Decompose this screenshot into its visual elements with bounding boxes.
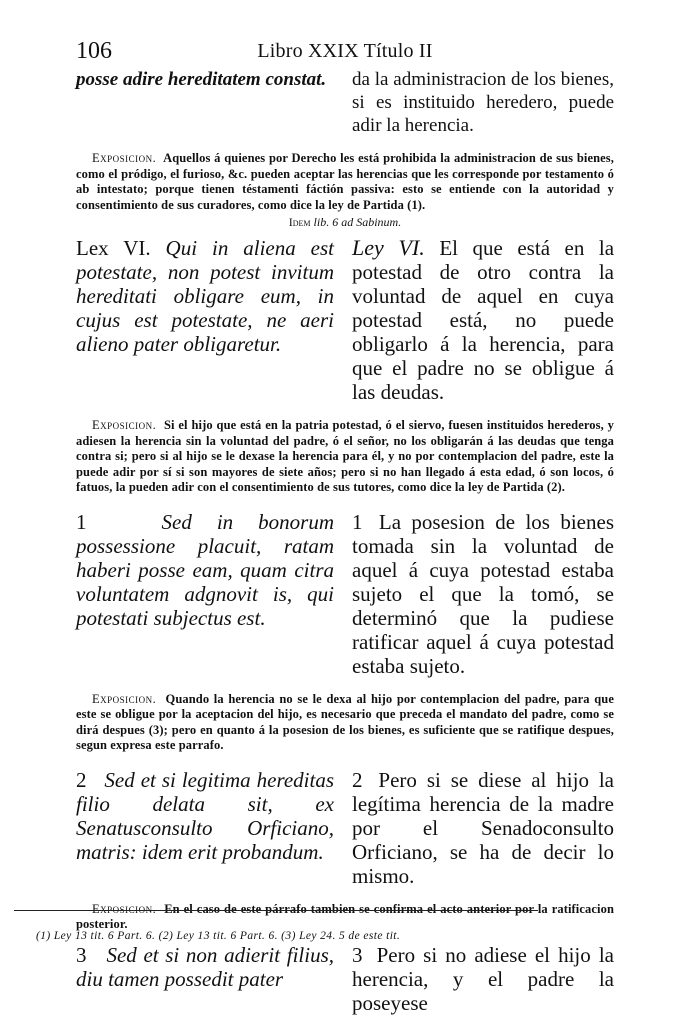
exposicion-text: En el caso de este párrafo tambien se confirma el acto anterior por la ratificacion posterior. [76,901,614,931]
section-1-spanish-text: La posesion de los bienes tomada sin la voluntad de aquel á cuya potestad estaba sujeto el que la tomó, se determinó que la pudiese ratificar aquel á cuya potestad estaba sujeto. [352,509,614,678]
footnotes: (1) Ley 13 tit. 6 Part. 6. (2) Ley 13 tit. 6 Part. 6. (3) Ley 24. 5 de este tit. [36,930,401,942]
exposicion-label: Exposicion. [92,901,157,916]
section-number: 1 [76,509,87,534]
intro-latin: posse adire hereditatem constat. [76,69,327,90]
attribution-label: Idem [288,215,311,229]
intro-paragraph [76,68,614,137]
ley-vi-spanish-text: El que está en la potestad de otro contra la voluntad de aquel en cuya potestad está, no puede obligarlo á la herencia, para que el padre no se obligue á las deudas. [352,236,615,404]
section-number: 2 [352,767,363,792]
intro-spanish: da la administracion de los bienes, si es instituido heredero, puede adir la herencia. [352,69,614,136]
page-header [76,34,614,68]
section-2-spanish-text: Pero si se diese al hijo la legítima herencia de la madre por el Senadoconsulto Orficiano, se ha de decir lo mismo. [352,767,615,888]
section-2-paragraph [76,768,614,888]
exposicion-label: Exposicion. [92,418,157,432]
section-3-spanish-text: Pero si no adiese el hijo la herencia, y el padre la poseyese [352,942,614,1015]
lex-vi-heading: Lex VI. [76,236,151,260]
section-2-latin [76,768,334,888]
source-attribution [76,215,614,230]
page [76,34,614,1015]
lex-vi-paragraph [76,236,614,404]
running-title: Libro XXIX Título II [257,40,433,62]
section-2-spanish [352,768,614,888]
section-3-paragraph [76,943,614,1015]
section-1-paragraph [76,510,614,678]
footnote-divider [14,910,538,911]
ley-vi-heading: Ley VI. [352,235,425,260]
section-1-latin-text: Sed in bonorum possessione placuit, ratam haberi posse eam, quam citra voluntatem adgnovit is, qui potestati subjectus est. [76,509,334,630]
lex-vi-spanish [352,236,614,404]
exposicion-2 [76,418,614,496]
exposicion-4 [76,902,614,933]
section-number: 2 [76,767,87,792]
section-3-latin-text: Sed et si non adierit filius, diu tamen possedit pater [76,942,334,991]
exposicion-3 [76,692,614,754]
section-number: 3 [352,942,363,967]
exposicion-text: Si el hijo que está en la patria potestad, ó el siervo, fuesen instituidos herederos, y adiesen la herencia sin la voluntad del padre, ó el señor, no los obligarán á las deudas que tenga contra si; pero si al hijo se le dexase la herencia para él, y no por contemplacion del padre, este la puede adir por sí si son mayores de siete años; pero si no han llegado á esta edad, ó son locos, ó fatuos, la pueden adir con el consentimiento de sus tutores, como dice la ley de Partida (2). [76,418,614,494]
section-1-latin [76,510,334,678]
exposicion-label: Exposicion. [92,151,157,165]
section-2-latin-text: Sed et si legitima hereditas filio delata sit, ex Senatusconsulto Orficiano, matris: idem erit probandum. [76,767,334,864]
exposicion-1 [76,151,614,213]
section-number: 1 [352,509,363,534]
exposicion-label: Exposicion. [92,691,157,706]
section-1-spanish [352,510,614,678]
exposicion-text: Quando la herencia no se le dexa al hijo por contemplacion del padre, para que este se obligue por la aceptacion del hijo, es necesario que preceda el mandato del padre, como se dirá despues (3); pero en quanto á la posesion de los bienes, es suficiente que se ratifique despues, segun expresa este parrafo. [76,691,614,752]
exposicion-text: Aquellos á quienes por Derecho les está prohibida la administracion de sus bienes, como el pródigo, el furioso, &c. pueden aceptar las herencias que les corresponde por testamento ó ab intestato; porque tienen téstamenti fáctión passiva: esto se entiende con la autoridad y consentimiento de sus curadores, como dice la ley de Partida (1). [76,151,614,212]
page-number: 106 [76,38,112,64]
section-3-latin [76,943,334,1015]
section-number: 3 [76,942,87,967]
section-3-spanish [352,943,614,1015]
attribution-text: lib. 6 ad Sabinum. [313,215,402,229]
lex-vi-latin [76,236,334,404]
lex-vi-latin-text: Qui in aliena est potestate, non potest invitum hereditati obligare eum, in cujus est potestate, ne aeri alieno pater obligaretur. [76,236,334,356]
